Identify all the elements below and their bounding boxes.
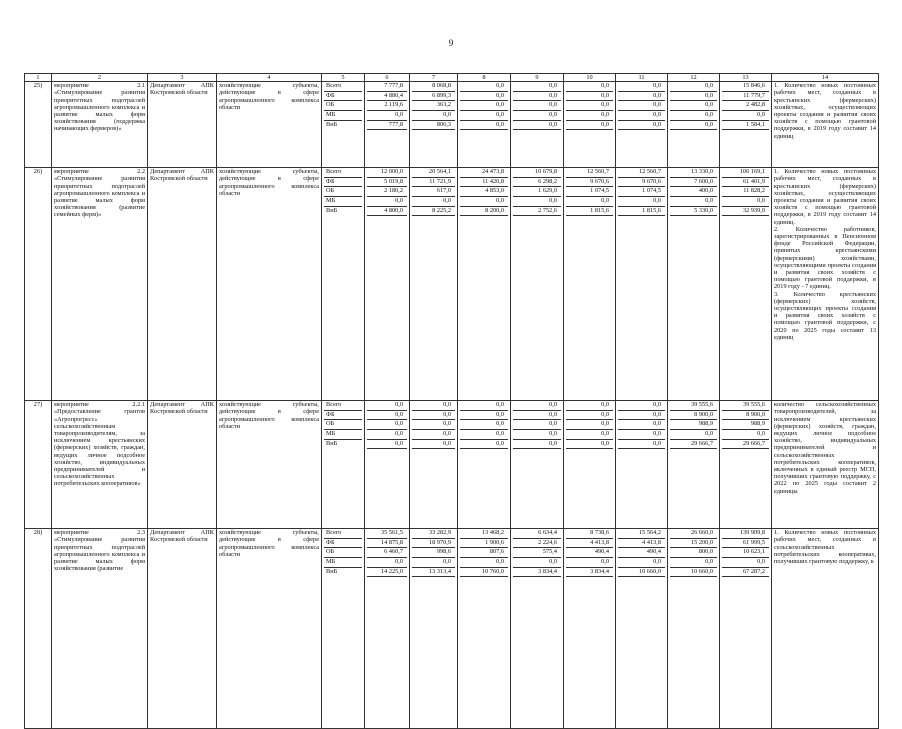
- amount-cell: 6 298,2: [513, 178, 561, 188]
- amount-cell: 5 330,0: [670, 207, 717, 217]
- amount-cell: 18 970,9: [412, 539, 455, 549]
- amount-cell: 0,0: [460, 430, 508, 440]
- amount-cell: 6 460,7: [367, 548, 407, 558]
- amount-column: [668, 168, 720, 401]
- amount-cell: 8 225,2: [412, 207, 455, 217]
- amount-cell: 0,0: [722, 430, 769, 440]
- participants: хозяйствующие субъекты, действующие в сфере агропромышленного комплекса области: [217, 401, 322, 529]
- amount-cell: 0,0: [618, 197, 665, 207]
- amount-cell: 0,0: [618, 121, 665, 131]
- amount-cell: 0,0: [460, 411, 508, 421]
- participants: хозяйствующие субъекты, действующие в сфере агропромышленного комплекса области: [217, 529, 322, 729]
- amount-cell: 4 853,0: [460, 187, 508, 197]
- amount-cell: 0,0: [513, 440, 561, 450]
- activity-name: мероприятие 2.3 «Стимулирование развития приоритетных подотраслей агропромышленного комплекса и развитие малых форм хозяйствования (развитие: [52, 529, 148, 729]
- amount-column: [458, 168, 511, 401]
- col-header: 10: [564, 74, 616, 82]
- amount-cell: 988,9: [722, 420, 769, 430]
- funding-sources: [322, 82, 365, 168]
- funding-source-label: ФБ: [324, 411, 362, 421]
- amount-cell: 0,0: [367, 420, 407, 430]
- amount-column: [511, 168, 564, 401]
- amount-cell: 575,4: [513, 548, 561, 558]
- activity-name: мероприятие 2.2.1 «Предоставление грантов «Агропрогресс» сельскохозяйственным товаропроизводителям, за исключением крестьянских (фермерских) хозяйств, граждан, ведущих личное подсобное хозяйство, индивидуальных предпринимателей и сельскохозяйственных потребительских кооперативов»: [52, 401, 148, 529]
- amount-cell: 0,0: [513, 82, 561, 92]
- funding-source-label: МБ: [324, 558, 362, 568]
- funding-source-label: ВнБ: [326, 439, 338, 447]
- amount-cell: 15 846,6: [722, 82, 769, 92]
- amount-column: [511, 82, 564, 168]
- amount-cell: 2 752,6: [513, 207, 561, 217]
- amount-cell: 0,0: [460, 101, 508, 111]
- col-header: 8: [458, 74, 511, 82]
- amount-cell: 35 561,5: [367, 529, 407, 539]
- funding-sources: [322, 168, 365, 401]
- amount-column: [564, 82, 616, 168]
- amount-cell: 0,0: [722, 558, 769, 568]
- amount-cell: 617,0: [412, 187, 455, 197]
- amount-cell: 0,0: [513, 111, 561, 121]
- amount-cell: 29 666,7: [670, 440, 717, 450]
- amount-cell: 0,0: [670, 111, 717, 121]
- amount-cell: 0,0: [566, 101, 613, 111]
- amount-cell: 2 119,6: [367, 101, 407, 111]
- participants: хозяйствующие субъекты, действующие в сфере агропромышленного комплекса области: [217, 168, 322, 401]
- amount-cell: 14 875,8: [367, 539, 407, 549]
- amount-column: [410, 529, 458, 729]
- amount-cell: 0,0: [566, 411, 613, 421]
- amount-column: [616, 401, 668, 529]
- amount-cell: 490,4: [566, 548, 613, 558]
- amount-cell: 0,0: [513, 92, 561, 102]
- amount-column: [365, 168, 410, 401]
- amount-cell: 3 834,4: [513, 568, 561, 578]
- amount-cell: 8 200,0: [460, 207, 508, 217]
- amount-cell: 4 800,0: [367, 207, 407, 217]
- amount-cell: 0,0: [460, 111, 508, 121]
- amount-column: [616, 168, 668, 401]
- amount-cell: 0,0: [513, 101, 561, 111]
- amount-cell: 12 560,7: [618, 168, 665, 178]
- amount-column: [410, 82, 458, 168]
- amount-cell: 7 600,0: [670, 178, 717, 188]
- responsible-executor: Департамент АПК Костромской области: [148, 168, 217, 401]
- amount-cell: 0,0: [513, 197, 561, 207]
- col-header: 14: [772, 74, 879, 82]
- amount-cell: 11 828,2: [722, 187, 769, 197]
- amount-cell: 0,0: [618, 430, 665, 440]
- amount-cell: 0,0: [566, 92, 613, 102]
- amount-cell: 0,0: [412, 440, 455, 450]
- funding-source-label: ОБ: [324, 420, 362, 430]
- amount-cell: 10 679,8: [513, 168, 561, 178]
- amount-cell: 998,6: [412, 548, 455, 558]
- funding-source-label: ВнБ: [326, 206, 338, 214]
- amount-column: [365, 529, 410, 729]
- amount-cell: 0,0: [722, 111, 769, 121]
- funding-source-label: ОБ: [324, 187, 362, 197]
- col-header: 7: [410, 74, 458, 82]
- amount-cell: 15 200,0: [670, 539, 717, 549]
- amount-cell: 0,0: [513, 411, 561, 421]
- row-number: 26): [25, 168, 52, 401]
- funding-source-label: ВнБ: [326, 567, 338, 575]
- funding-sources: [322, 401, 365, 529]
- amount-cell: 26 660,0: [670, 529, 717, 539]
- funding-source-label: ФБ: [324, 92, 362, 102]
- amount-cell: 3 834,4: [566, 568, 613, 578]
- amount-cell: 0,0: [618, 101, 665, 111]
- col-header: 9: [511, 74, 564, 82]
- amount-cell: 1 629,0: [513, 187, 561, 197]
- amount-cell: 0,0: [367, 430, 407, 440]
- responsible-executor: Департамент АПК Костромской области: [148, 401, 217, 529]
- table-row: [25, 529, 879, 729]
- amount-cell: 0,0: [513, 121, 561, 131]
- amount-column: [720, 401, 772, 529]
- funding-source-label: ФБ: [324, 178, 362, 188]
- amount-column: [564, 168, 616, 401]
- amount-cell: 139 909,8: [722, 529, 769, 539]
- amount-column: [410, 401, 458, 529]
- amount-cell: 490,4: [618, 548, 665, 558]
- amount-cell: 400,0: [670, 187, 717, 197]
- participants: хозяйствующие субъекты, действующие в сфере агропромышленного комплекса области: [217, 82, 322, 168]
- funding-source-label: Всего: [324, 168, 362, 178]
- amount-cell: 29 666,7: [722, 440, 769, 450]
- funding-sources: [322, 529, 365, 729]
- amount-cell: 13 330,0: [670, 168, 717, 178]
- amount-cell: 0,0: [460, 197, 508, 207]
- amount-cell: 61 999,5: [722, 539, 769, 549]
- amount-cell: 8 900,0: [670, 411, 717, 421]
- amount-cell: 806,3: [412, 121, 455, 131]
- row-number: 25): [25, 82, 52, 168]
- amount-cell: 0,0: [412, 111, 455, 121]
- amount-cell: 2 482,8: [722, 101, 769, 111]
- amount-cell: 4 413,8: [566, 539, 613, 549]
- amount-cell: 0,0: [670, 558, 717, 568]
- amount-cell: 9 670,6: [618, 178, 665, 188]
- funding-source-label: МБ: [324, 111, 362, 121]
- amount-cell: 0,0: [412, 430, 455, 440]
- amount-cell: 12 560,7: [566, 168, 613, 178]
- amount-cell: 0,0: [513, 430, 561, 440]
- funding-source-label: Всего: [324, 401, 362, 411]
- amount-cell: 0,0: [460, 558, 508, 568]
- amount-cell: 0,0: [566, 440, 613, 450]
- amount-cell: 1 815,6: [566, 207, 613, 217]
- amount-cell: 10 623,1: [722, 548, 769, 558]
- amount-cell: 106 169,1: [722, 168, 769, 178]
- amount-column: [511, 529, 564, 729]
- amount-column: [616, 82, 668, 168]
- funding-source-label: МБ: [324, 430, 362, 440]
- amount-cell: 2 224,6: [513, 539, 561, 549]
- amount-cell: 1 815,6: [618, 207, 665, 217]
- table-row: [25, 82, 879, 168]
- amount-cell: 363,2: [412, 101, 455, 111]
- amount-cell: 8 900,0: [722, 411, 769, 421]
- amount-cell: 0,0: [412, 401, 455, 411]
- col-header: 11: [616, 74, 668, 82]
- amount-cell: 0,0: [460, 82, 508, 92]
- amount-column: [365, 401, 410, 529]
- amount-cell: 0,0: [670, 82, 717, 92]
- amount-cell: 0,0: [367, 558, 407, 568]
- amount-cell: 4 413,8: [618, 539, 665, 549]
- amount-column: [720, 529, 772, 729]
- amount-cell: 0,0: [412, 411, 455, 421]
- amount-cell: 8 068,8: [412, 82, 455, 92]
- funding-source-label: ОБ: [324, 101, 362, 111]
- amount-column: [564, 401, 616, 529]
- amount-column: [410, 168, 458, 401]
- col-header: 13: [720, 74, 772, 82]
- table-row: [25, 401, 879, 529]
- amount-cell: 8 738,6: [566, 529, 613, 539]
- program-table: [24, 73, 879, 729]
- amount-cell: 7 777,8: [367, 82, 407, 92]
- amount-cell: 15 564,2: [618, 529, 665, 539]
- amount-cell: 0,0: [670, 92, 717, 102]
- amount-cell: 0,0: [367, 411, 407, 421]
- col-header: 12: [668, 74, 720, 82]
- amount-cell: 0,0: [618, 420, 665, 430]
- amount-column: [365, 82, 410, 168]
- funding-source-label: МБ: [324, 197, 362, 207]
- amount-cell: 20 564,1: [412, 168, 455, 178]
- amount-cell: 0,0: [513, 558, 561, 568]
- amount-cell: 0,0: [513, 420, 561, 430]
- amount-column: [668, 529, 720, 729]
- col-header: 3: [148, 74, 217, 82]
- amount-cell: 0,0: [460, 420, 508, 430]
- amount-cell: 0,0: [367, 111, 407, 121]
- amount-cell: 6 634,4: [513, 529, 561, 539]
- expected-result: 1. Количество новых постоянных рабочих мест, созданных в крестьянских (фермерских) хозяйствах, осуществляющих проекты создания и развития своих хозяйств с помощью грантовой поддержки, в 2019 году составит 14 единиц: [772, 82, 879, 168]
- amount-cell: 0,0: [367, 440, 407, 450]
- amount-cell: 6 899,3: [412, 92, 455, 102]
- amount-cell: 0,0: [670, 121, 717, 131]
- amount-cell: 0,0: [618, 111, 665, 121]
- amount-cell: 0,0: [618, 558, 665, 568]
- amount-cell: 0,0: [670, 430, 717, 440]
- amount-cell: 12 000,0: [367, 168, 407, 178]
- amount-cell: 61 401,9: [722, 178, 769, 188]
- amount-cell: 0,0: [566, 111, 613, 121]
- amount-cell: 0,0: [460, 121, 508, 131]
- amount-cell: 0,0: [412, 420, 455, 430]
- amount-cell: 0,0: [566, 558, 613, 568]
- column-number-row: [25, 74, 879, 82]
- amount-cell: 0,0: [566, 82, 613, 92]
- amount-cell: 0,0: [618, 411, 665, 421]
- funding-source-label: ОБ: [324, 548, 362, 558]
- col-header: 1: [25, 74, 52, 82]
- amount-cell: 11 779,7: [722, 92, 769, 102]
- funding-source-label: Всего: [324, 82, 362, 92]
- amount-cell: 0,0: [412, 558, 455, 568]
- amount-column: [458, 82, 511, 168]
- amount-column: [720, 82, 772, 168]
- amount-cell: 24 473,8: [460, 168, 508, 178]
- amount-cell: 32 939,0: [722, 207, 769, 217]
- responsible-executor: Департамент АПК Костромской области: [148, 529, 217, 729]
- amount-column: [458, 401, 511, 529]
- amount-cell: 0,0: [513, 401, 561, 411]
- amount-cell: 807,6: [460, 548, 508, 558]
- amount-cell: 5 019,8: [367, 178, 407, 188]
- amount-cell: 39 555,6: [670, 401, 717, 411]
- amount-cell: 10 660,0: [670, 568, 717, 578]
- amount-cell: 0,0: [618, 82, 665, 92]
- amount-cell: 33 282,9: [412, 529, 455, 539]
- amount-cell: 1 074,5: [618, 187, 665, 197]
- amount-cell: 67 287,2: [722, 568, 769, 578]
- amount-cell: 0,0: [412, 197, 455, 207]
- amount-cell: 1 900,6: [460, 539, 508, 549]
- amount-cell: 0,0: [618, 440, 665, 450]
- col-header: 6: [365, 74, 410, 82]
- amount-column: [668, 401, 720, 529]
- row-number: 28): [25, 529, 52, 729]
- amount-cell: 777,8: [367, 121, 407, 131]
- amount-cell: 10 660,0: [618, 568, 665, 578]
- col-header: 4: [217, 74, 322, 82]
- amount-cell: 9 670,6: [566, 178, 613, 188]
- expected-result: 1. Количество новых постоянных рабочих мест, созданных в сельскохозяйственных потребительских кооперативах, получивших грантовую поддержку, к: [772, 529, 879, 729]
- col-header: 2: [52, 74, 148, 82]
- amount-cell: 0,0: [670, 197, 717, 207]
- expected-result: 1. Количество новых постоянных рабочих мест, созданных в крестьянских (фермерских) хозяйствах, осуществляющих проекты создания и развития своих хозяйств с помощью грантовой поддержки, в 2019 году составит 14 единиц. 2. Количество работников, зарегистрированных в Пенсионном фонде Российской Федерации, принятых крестьянскими (фермерскими) хозяйствами, осуществляющими проекты создания и развития своих хозяйств с помощью грантовой поддержки, в 2019 году - 7 единиц. 3. Количество крестьянских (фермерских) хозяйств, осуществляющих проекты создания и развития своих хозяйств с помощью грантовой поддержки, с 2020 по 2025 годы составит 13 единиц: [772, 168, 879, 401]
- amount-cell: 1 074,5: [566, 187, 613, 197]
- page-number: 9: [448, 38, 454, 48]
- amount-cell: 0,0: [460, 92, 508, 102]
- amount-cell: 13 313,4: [412, 568, 455, 578]
- activity-name: мероприятие 2.2 «Стимулирование развития приоритетных подотраслей агропромышленного комплекса и развитие малых форм хозяйствования (развитие семейных ферм)»: [52, 168, 148, 401]
- amount-cell: 0,0: [566, 197, 613, 207]
- amount-cell: 10 760,0: [460, 568, 508, 578]
- amount-cell: 11 721,9: [412, 178, 455, 188]
- amount-column: [458, 529, 511, 729]
- amount-column: [511, 401, 564, 529]
- amount-column: [720, 168, 772, 401]
- table-row: [25, 168, 879, 401]
- amount-column: [668, 82, 720, 168]
- amount-cell: 14 225,0: [367, 568, 407, 578]
- amount-cell: 2 180,2: [367, 187, 407, 197]
- amount-cell: 11 420,8: [460, 178, 508, 188]
- responsible-executor: Департамент АПК Костромской области: [148, 82, 217, 168]
- amount-cell: 0,0: [460, 440, 508, 450]
- expected-result: количество сельскохозяйственных товаропроизводителей, за исключением крестьянских (фермерских) хозяйств, граждан, ведущих личное подсобное хозяйство, индивидуальных предпринимателей и сельскохозяйственных потребительских кооперативов, включенных в единый реестр МСП, получивших грантовую поддержку, с 2022 по 2025 годы составит 2 единицы: [772, 401, 879, 529]
- amount-cell: 0,0: [722, 197, 769, 207]
- amount-cell: 0,0: [566, 420, 613, 430]
- amount-cell: 0,0: [367, 197, 407, 207]
- amount-cell: 0,0: [566, 401, 613, 411]
- amount-cell: 0,0: [460, 401, 508, 411]
- funding-source-label: ФБ: [324, 539, 362, 549]
- col-header: 5: [322, 74, 365, 82]
- funding-source-label: ВнБ: [326, 120, 338, 128]
- amount-cell: 0,0: [618, 401, 665, 411]
- row-number: 27): [25, 401, 52, 529]
- amount-cell: 0,0: [670, 101, 717, 111]
- amount-cell: 0,0: [566, 121, 613, 131]
- amount-cell: 0,0: [618, 92, 665, 102]
- amount-cell: 0,0: [367, 401, 407, 411]
- amount-cell: 0,0: [566, 430, 613, 440]
- amount-cell: 1 584,1: [722, 121, 769, 131]
- amount-column: [564, 529, 616, 729]
- amount-column: [616, 529, 668, 729]
- funding-source-label: Всего: [324, 529, 362, 539]
- amount-cell: 39 555,6: [722, 401, 769, 411]
- amount-cell: 4 880,4: [367, 92, 407, 102]
- amount-cell: 800,0: [670, 548, 717, 558]
- amount-cell: 988,9: [670, 420, 717, 430]
- activity-name: мероприятие 2.1 «Стимулирование развития приоритетных подотраслей агропромышленного комплекса и развитие малых форм хозяйствования (поддержка начинающих фермеров)»: [52, 82, 148, 168]
- amount-cell: 13 468,2: [460, 529, 508, 539]
